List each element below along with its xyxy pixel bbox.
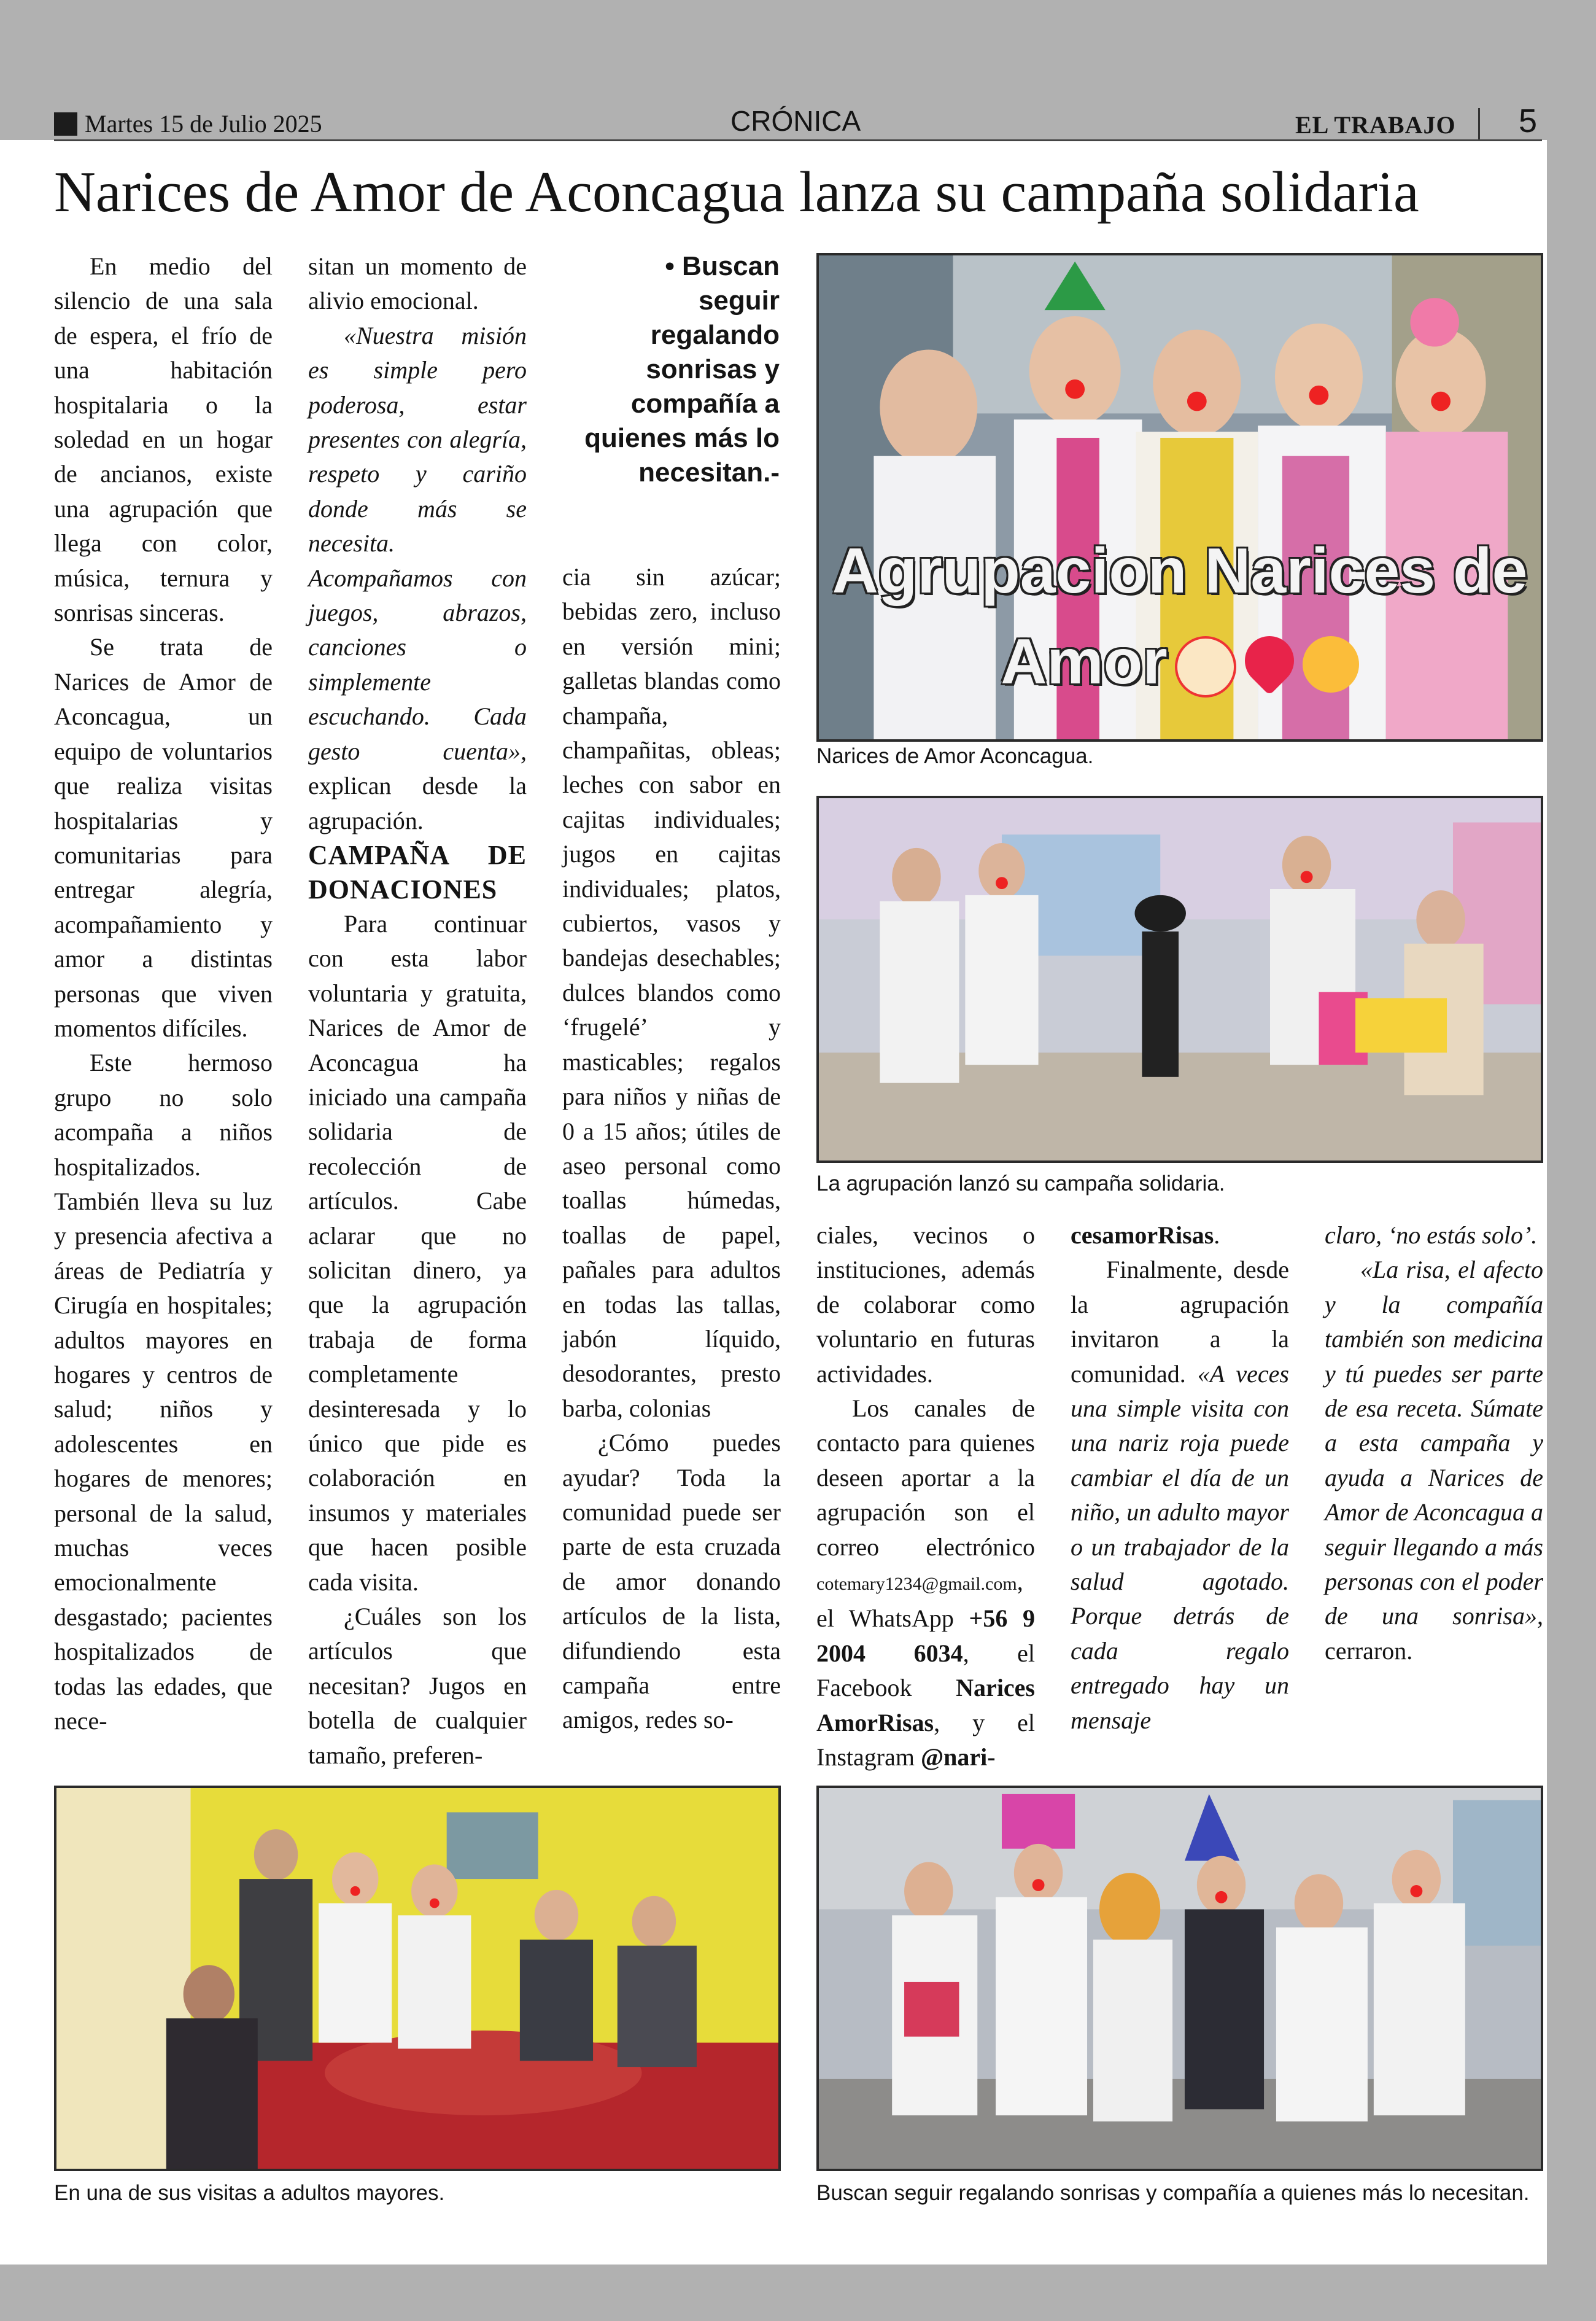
photo-caption-1: Narices de Amor Aconcagua. — [816, 744, 1094, 768]
quote-text: «La risa, el afecto y la compañía también son medicina y tú puedes ser parte de esa receta. Súmate a esta campaña y ayuda a Narices de Amor de Aconcagua a seguir llegando a más personas con el poder de una sonrisa» — [1325, 1256, 1543, 1630]
date-square-icon — [54, 112, 77, 136]
photo-clowns-posing-image — [819, 1788, 1541, 2169]
issue-date — [54, 109, 322, 138]
photo-overlay-text — [819, 526, 1541, 707]
overlay-line-1: Agrupacion Narices de — [832, 535, 1528, 607]
overlay-line-2-text: Amor — [1001, 626, 1168, 698]
photo-clowns-posing — [816, 1786, 1543, 2171]
heart-icon — [1234, 626, 1304, 695]
article-column-5 — [1071, 1218, 1289, 1738]
header-rule — [54, 139, 1542, 141]
article-column-2 — [308, 249, 527, 1773]
paragraph: Se trata de Narices de Amor de Aconcagua, un equipo de voluntarios que realiza visitas hospitalarias y comunitarias para entregar alegría, acompañamiento y amor a distintas personas que viven momentos difíciles. — [54, 633, 273, 1042]
contact-text: Los canales de contacto para quienes deseen aportar a la agrupación son el correo electrónico — [816, 1394, 1035, 1561]
photo-hallway-group-image — [819, 798, 1541, 1160]
article-column-1 — [54, 249, 273, 1738]
paragraph: En medio del silencio de una sala de espera, el frío de una habitación hospitalaria o la soledad en un hogar de ancianos, existe una agrupación que llega con color, música, ternura y sonrisas sinceras. — [54, 252, 273, 627]
paragraph: Para continuar con esta labor voluntaria y gratuita, Narices de Amor de Aconcagua ha iniciado una campaña solidaria de recolección de artículos. Cabe aclarar que no solicitan dinero, ya que la agrupación trabaja de forma completamente desinteresada y lo único que pide es colaboración en insumos y materiales que hacen posible cada visita. — [308, 909, 527, 1596]
section-subhead: CAMPAÑA DE DONACIONES — [308, 839, 527, 904]
instagram-handle-start: @nari- — [920, 1743, 996, 1771]
paragraph: ciales, vecinos o instituciones, además de colaborar como voluntario en futuras actividades. — [816, 1221, 1035, 1388]
smiling-face-with-hearts-icon — [1303, 636, 1359, 693]
quote-paragraph — [1071, 1253, 1289, 1738]
clown-face-icon — [1175, 636, 1236, 698]
quote-attribution: , cerraron. — [1325, 1602, 1543, 1665]
contact-text: , el Facebook — [816, 1639, 1035, 1702]
whatsapp-number: +56 9 2004 6034 — [816, 1604, 1036, 1667]
article-column-6 — [1325, 1218, 1543, 1668]
photo-hallway-group — [816, 796, 1543, 1163]
article-headline: Narices de Amor de Aconcagua lanza su campaña solidaria — [54, 160, 1419, 224]
newspaper-name: EL TRABAJO — [1295, 111, 1456, 139]
quote-text: «A veces una simple visita con una nariz roja puede cambiar el día de un niño, un adulto mayor o un trabajador de la salud agotado. Porque detrás de cada regalo entregado hay un mensaje — [1071, 1359, 1289, 1734]
quote-text: «Nuestra misión es simple pero poderosa, estar presentes con alegría, respeto y cariño donde más se necesita. Acompañamos con juegos, abrazos, canciones o simplemente escuchando. Cada gesto cuenta», — [308, 321, 527, 765]
paragraph: Este hermoso grupo no solo acompaña a niños hospitalizados. También lleva su luz y presencia afectiva a áreas de Pediatría y Cirugía en hospitales; adultos mayores en hogares y centros de salud; niños y adolescentes en hogares de menores; personal de la salud, muchas veces emocionalmente desgastado; pacientes hospitalizados de todas las edades, que nece- — [54, 1049, 273, 1735]
photo-elderly-visit — [54, 1786, 781, 2171]
paragraph — [1071, 1218, 1289, 1253]
paragraph-end: . — [1214, 1221, 1220, 1249]
instagram-handle-end: cesamorRisas — [1071, 1221, 1214, 1249]
contact-text: , el WhatsApp — [816, 1568, 1023, 1633]
page-header — [0, 0, 1596, 140]
photo-elderly-visit-image — [56, 1788, 778, 2169]
photo-caption-3: En una de sus visitas a adultos mayores. — [54, 2181, 445, 2205]
article-column-3 — [562, 560, 781, 1738]
page-number: 5 — [1519, 103, 1538, 139]
paragraph: cia sin azúcar; bebidas zero, incluso en versión mini; galletas blandas como champaña, champañitas, obleas; leches con sabor en cajitas individuales; jugos en cajitas individuales; platos, cubiertos, vasos y bandejas desechables; dulces blandos como ‘frugelé’ y masticables; regalos para niños y niñas de 0 a 15 años; útiles de aseo personal como toallas húmedas, toallas de papel, pañales para adultos en todas las tallas, jabón líquido, desodorantes, presto barba, colonias — [562, 563, 781, 1422]
facebook-name: Narices AmorRisas — [816, 1674, 1035, 1736]
quote-paragraph: claro, ‘no estás solo’. — [1325, 1221, 1538, 1249]
paragraph-text: Finalmente, desde la agrupación invitaron a la comunidad. — [1071, 1256, 1289, 1388]
quote-paragraph — [1325, 1253, 1543, 1668]
article-column-4 — [816, 1218, 1035, 1775]
paragraph: ¿Cuáles son los artículos que necesitan? Jugos en botella de cualquier tamaño, preferen- — [308, 1603, 527, 1769]
section-name: CRÓNICA — [730, 105, 861, 137]
paragraph: ¿Cómo puedes ayudar? Toda la comunidad puede ser parte de esta cruzada de amor donando artículos de la lista, difundiendo esta campaña entre amigos, redes so- — [562, 1429, 781, 1734]
paragraph: sitan un momento de alivio emocional. — [308, 252, 527, 315]
email-address: cotemary1234@gmail.com — [816, 1574, 1017, 1595]
photo-group-portrait — [816, 253, 1543, 742]
quote-paragraph — [308, 319, 527, 838]
contact-paragraph — [816, 1391, 1035, 1775]
date-text: Martes 15 de Julio 2025 — [85, 110, 322, 138]
emoji-row — [1175, 636, 1359, 698]
photo-caption-4: Buscan seguir regalando sonrisas y compañía a quienes más lo necesitan. — [816, 2181, 1530, 2205]
contact-text: , y el Instagram — [816, 1708, 1035, 1771]
overlay-line-2 — [819, 616, 1541, 707]
pull-quote: • Buscan seguir regalando sonrisas y compañía a quienes más lo necesitan.- — [584, 251, 780, 488]
photo-caption-2: La agrupación lanzó su campaña solidaria. — [816, 1172, 1225, 1195]
quote-attribution: explican desde la agrupación. — [308, 772, 527, 834]
